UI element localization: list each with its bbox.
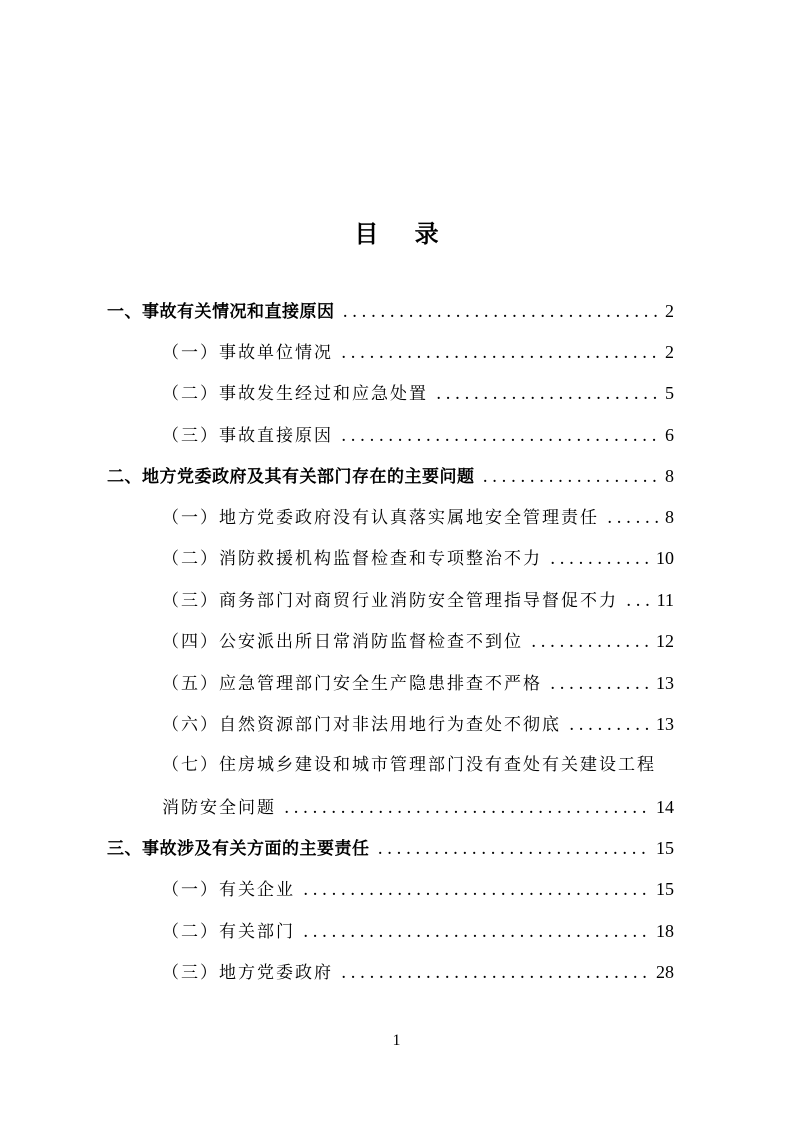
toc-page-number: 14 — [656, 797, 674, 817]
toc-entry-label: （六）自然资源部门对非法用地行为查处不彻底 — [162, 715, 561, 735]
toc-page-number: 6 — [665, 425, 674, 445]
toc-entry-label: （七）住房城乡建设和城市管理部门没有查处有关建设工程 — [162, 755, 656, 775]
toc-page-number: 18 — [656, 921, 674, 941]
toc-entry-label: 三、事故涉及有关方面的主要责任 — [107, 839, 370, 859]
toc-entry-section-2[interactable] — [107, 461, 674, 491]
toc-leader-dots — [436, 379, 659, 409]
toc-leader-dots — [341, 338, 659, 368]
footer-page-number: 1 — [392, 1032, 401, 1049]
toc-entry-label: （二）事故发生经过和应急处置 — [162, 384, 428, 404]
toc-entry-label: （三）事故直接原因 — [162, 426, 333, 446]
toc-page-number: 8 — [665, 507, 674, 527]
toc-entry-section-1[interactable] — [107, 296, 674, 326]
toc-entry-section-3-2[interactable] — [162, 916, 674, 946]
toc-entry-label: （四）公安派出所日常消防监督检查不到位 — [162, 632, 523, 652]
toc-leader-dots — [343, 297, 660, 327]
toc-entry-section-3[interactable] — [107, 833, 674, 863]
toc-entry-label: （一）有关企业 — [162, 880, 295, 900]
toc-page-number: 11 — [656, 590, 674, 610]
toc-title: 目 录 — [354, 220, 453, 248]
toc-leader-dots — [303, 917, 650, 947]
toc-page-number: 8 — [665, 466, 674, 486]
toc-entry-section-2-7-line1[interactable] — [162, 750, 674, 780]
toc-entry-label: 一、事故有关情况和直接原因 — [107, 302, 335, 322]
toc-entry-section-3-3[interactable] — [162, 957, 674, 987]
toc-entry-section-1-1[interactable] — [162, 337, 674, 367]
toc-entry-label: （二）消防救援机构监督检查和专项整治不力 — [162, 549, 542, 569]
toc-entry-section-2-1[interactable] — [162, 502, 674, 532]
toc-page-number: 5 — [665, 383, 674, 403]
toc-entry-label: 二、地方党委政府及其有关部门存在的主要问题 — [107, 467, 475, 487]
toc-page-number: 15 — [656, 879, 674, 899]
toc-entry-section-2-3[interactable] — [162, 585, 674, 615]
toc-leader-dots — [607, 503, 659, 533]
toc-page-number: 2 — [665, 301, 674, 321]
toc-entry-section-2-7-line2[interactable] — [162, 792, 674, 822]
toc-leader-dots — [483, 462, 660, 492]
toc-entry-section-2-4[interactable] — [162, 626, 674, 656]
toc-leader-dots — [550, 669, 650, 699]
toc-leader-dots — [341, 958, 650, 988]
toc-entry-label-continued: 消防安全问题 — [162, 798, 276, 818]
toc-page-number: 2 — [665, 342, 674, 362]
toc-leader-dots — [378, 834, 651, 864]
toc-leader-dots — [284, 793, 650, 823]
toc-leader-dots — [550, 544, 650, 574]
toc-leader-dots — [569, 710, 650, 740]
toc-leader-dots — [303, 875, 650, 905]
toc-entry-section-1-2[interactable] — [162, 378, 674, 408]
toc-page-number: 13 — [656, 673, 674, 693]
toc-entry-label: （三）地方党委政府 — [162, 963, 333, 983]
toc-entry-section-1-3[interactable] — [162, 420, 674, 450]
toc-entry-section-2-6[interactable] — [162, 709, 674, 739]
toc-entry-section-2-5[interactable] — [162, 668, 674, 698]
toc-page-number: 12 — [656, 631, 674, 651]
toc-leader-dots — [626, 586, 651, 616]
toc-entry-section-2-2[interactable] — [162, 543, 674, 573]
toc-entry-label: （二）有关部门 — [162, 922, 295, 942]
toc-leader-dots — [531, 627, 650, 657]
toc-page-number: 28 — [656, 962, 674, 982]
toc-entry-label: （五）应急管理部门安全生产隐患排查不严格 — [162, 674, 542, 694]
toc-entry-label: （三）商务部门对商贸行业消防安全管理指导督促不力 — [162, 591, 618, 611]
toc-page-number: 13 — [656, 714, 674, 734]
toc-entry-section-3-1[interactable] — [162, 874, 674, 904]
toc-page-number: 15 — [656, 838, 674, 858]
toc-entry-label: （一）事故单位情况 — [162, 343, 333, 363]
toc-page-number: 10 — [656, 548, 674, 568]
toc-leader-dots — [341, 421, 659, 451]
toc-entry-label: （一）地方党委政府没有认真落实属地安全管理责任 — [162, 508, 599, 528]
